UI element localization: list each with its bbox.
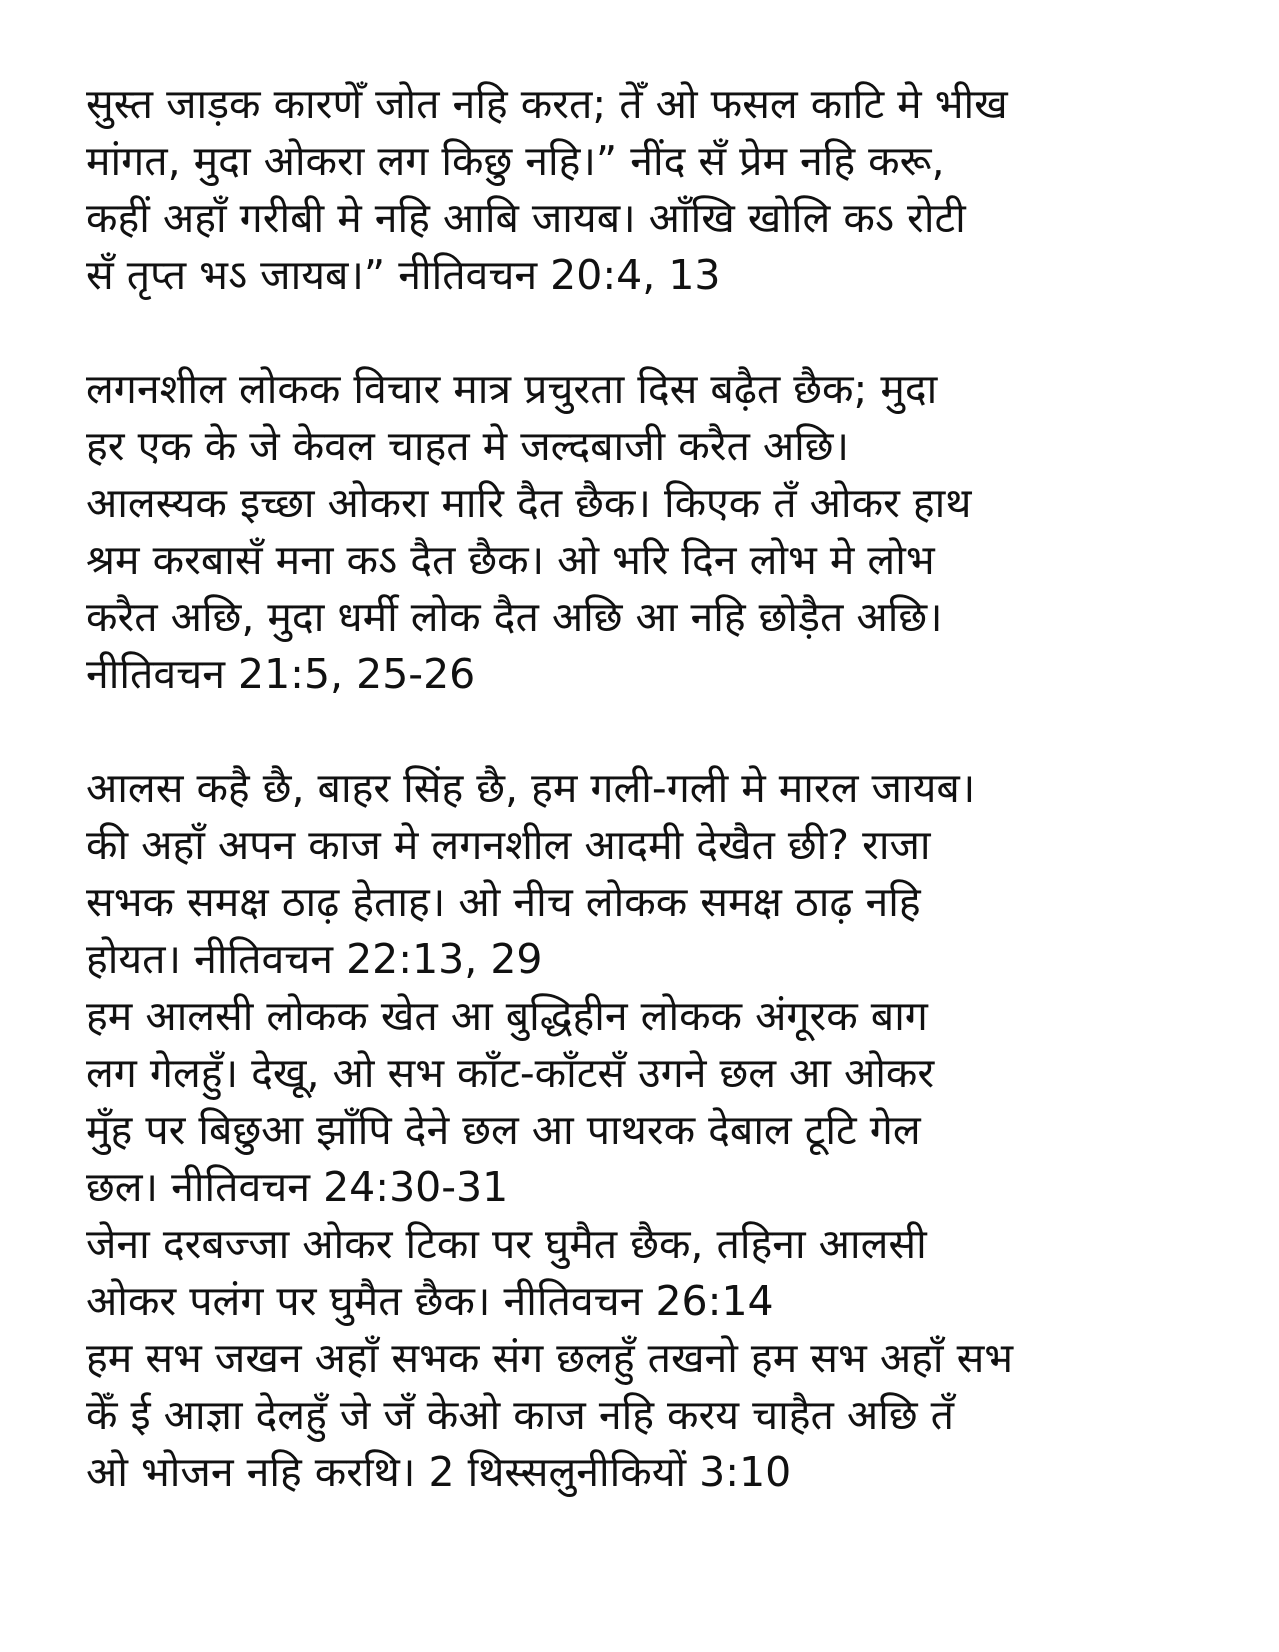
text-line: सभक समक्ष ठाढ़ हेताह। ओ नीच लोकक समक्ष ठाढ़ नहि (86, 878, 921, 926)
text-line: मुँह पर बिछुआ झाँपि देने छल आ पाथरक देबाल टूटि गेल (86, 1106, 921, 1154)
text-line: लग गेलहुँ। देखू, ओ सभ काँट-काँटसँ उगने छल आ ओकर (86, 1049, 935, 1097)
paragraph-gap (86, 304, 1196, 361)
text-line: हम सभ जखन अहाँ सभक संग छलहुँ तखनो हम सभ अहाँ सभ (86, 1334, 1014, 1382)
text-line: मांगत, मुदा ओकरा लग किछु नहि।” नींद सँ प्रेम नहि करू, (86, 137, 945, 185)
paragraph-gap (86, 703, 1196, 760)
text-line: कहीं अहाँ गरीबी मे नहि आबि जायब। आँखि खोलि कऽ रोटी (86, 194, 966, 242)
text-line: लगनशील लोकक विचार मात्र प्रचुरता दिस बढ़ैत छैक; मुदा (86, 365, 938, 413)
text-line: छल। नीतिवचन 24:30-31 (86, 1163, 509, 1211)
text-line: आलस्यक इच्छा ओकरा मारि दैत छैक। किएक तँ ओकर हाथ (86, 479, 972, 527)
text-line: हम आलसी लोकक खेत आ बुद्धिहीन लोकक अंगूरक बाग (86, 992, 928, 1040)
text-line: श्रम करबासँ मना कऽ दैत छैक। ओ भरि दिन लोभ मे लोभ (86, 536, 935, 584)
text-line: केँ ई आज्ञा देलहुँ जे जँ केओ काज नहि करय चाहैत अछि तँ (86, 1391, 954, 1439)
text-line: सँ तृप्त भऽ जायब।” नीतिवचन 20:4, 13 (86, 251, 721, 299)
text-line: ओ भोजन नहि करथि। 2 थिस्सलुनीकियों 3:10 (86, 1448, 792, 1496)
paragraph-proverbs-20 (86, 76, 1196, 304)
text-line: हर एक के जे केवल चाहत मे जल्दबाजी करैत अछि। (86, 422, 850, 470)
text-line: सुस्त जाड़क कारणेँ जोत नहि करत; तेँ ओ फसल काटि मे भीख (86, 80, 1008, 128)
text-line: होयत। नीतिवचन 22:13, 29 (86, 935, 543, 983)
text-line: आलस कहै छै, बाहर सिंह छै, हम गली-गली मे मारल जायब। (86, 764, 976, 812)
document-page (86, 76, 1196, 1501)
text-line: जेना दरबज्जा ओकर टिका पर घुमैत छैक, तहिना आलसी (86, 1220, 927, 1268)
paragraph-proverbs-21 (86, 361, 1196, 703)
text-line: की अहाँ अपन काज मे लगनशील आदमी देखैत छी? राजा (86, 821, 931, 869)
text-line: करैत अछि, मुदा धर्मी लोक दैत अछि आ नहि छोड़ैत अछि। (86, 593, 943, 641)
text-line: नीतिवचन 21:5, 25-26 (86, 650, 476, 698)
paragraph-proverbs-22-to-thessalonians (86, 760, 1196, 1501)
text-line: ओकर पलंग पर घुमैत छैक। नीतिवचन 26:14 (86, 1277, 774, 1325)
